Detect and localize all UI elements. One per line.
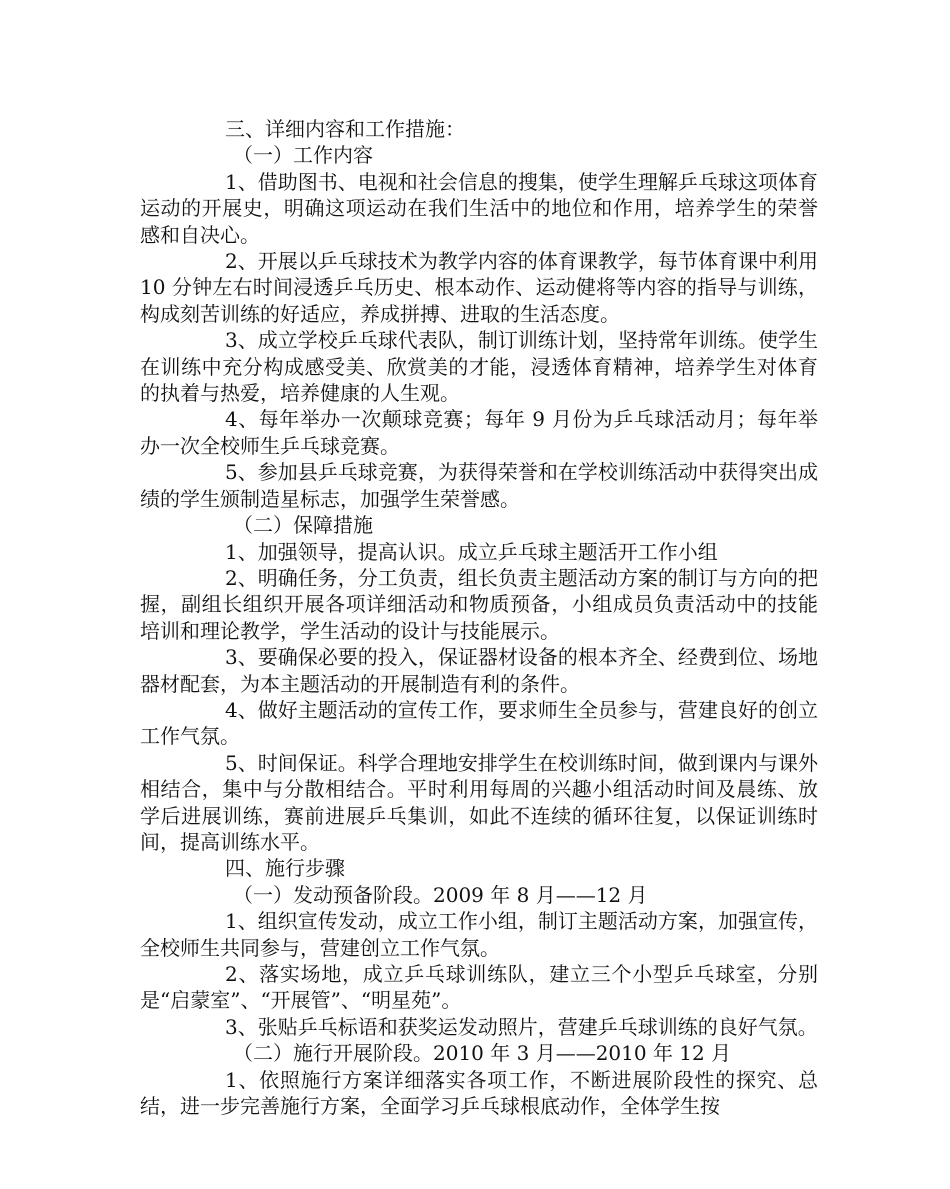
paragraph: 5、参加县乒乓球竞赛，为获得荣誉和在学校训练活动中获得突出成绩的学生颁制造星标志，加强学生荣誉感。 (140, 460, 818, 511)
paragraph: 5、时间保证。科学合理地安排学生在校训练时间，做到课内与课外相结合，集中与分散相结合。平时利用每周的兴趣小组活动时间及晨练、放学后进展训练，赛前进展乒乓集训，如此不连续的循环往复，以保证训练时间，提高训练水平。 (140, 750, 818, 854)
paragraph: 3、成立学校乒乓球代表队，制订训练计划，坚持常年训练。使学生在训练中充分构成感受美、欣赏美的才能，浸透体育精神，培养学生对体育的执着与热爱，培养健康的人生观。 (140, 328, 818, 406)
paragraph: 2、开展以乒乓球技术为教学内容的体育课教学，每节体育课中利用 10 分钟左右时间浸透乒乓历史、根本动作、运动健将等内容的指导与训练，构成刻苦训练的好适应，养成拼搏、进取的生活态度。 (140, 249, 818, 326)
paragraph: 2、落实场地，成立乒乓球训练队，建立三个小型乒乓球室，分别是“启蒙室”、“开展管”、“明星苑”。 (140, 962, 818, 1013)
paragraph: 1、借助图书、电视和社会信息的搜集，使学生理解乒乓球这项体育运动的开展史，明确这项运动在我们生活中的地位和作用，培养学生的荣誉感和自决心。 (140, 169, 818, 247)
paragraph: 1、加强领导，提高认识。成立乒乓球主题活开工作小组 (225, 539, 718, 564)
section-heading: 三、详细内容和工作措施： (225, 117, 465, 141)
paragraph: 3、张贴乒乓标语和获奖运发动照片，营建乒乓球训练的良好气氛。 (225, 1014, 818, 1039)
paragraph: 1、依照施行方案详细落实各项工作，不断进展阶段性的探究、总结，进一步完善施行方案，全面学习乒乓球根底动作，全体学生按 (140, 1067, 818, 1119)
paragraph: 3、要确保必要的投入，保证器材设备的根本齐全、经费到位、场地器材配套，为本主题活动的开展制造有利的条件。 (140, 645, 818, 696)
paragraph: 1、组织宣传发动，成立工作小组，制订主题活动方案，加强宣传，全校师生共同参与，营建创立工作气氛。 (140, 909, 818, 960)
section-heading: 四、施行步骤 (225, 856, 345, 881)
paragraph: 4、每年举办一次颠球竞赛；每年 9 月份为乒乓球活动月；每年举办一次全校师生乒乓球竞赛。 (140, 407, 818, 458)
subsection-heading: （二）保障措施 (233, 513, 373, 538)
paragraph: 2、明确任务，分工负责，组长负责主题活动方案的制订与方向的把握，副组长组织开展各项详细活动和物质预备，小组成员负责活动中的技能培训和理论教学，学生活动的设计与技能展示。 (140, 565, 818, 643)
document-body (140, 116, 818, 1119)
subsection-heading: （一）发动预备阶段。2009 年 8 月——12 月 (233, 882, 648, 907)
subsection-heading: （二）施行开展阶段。2010 年 3 月——2010 年 12 月 (233, 1041, 732, 1066)
subsection-heading: （一）工作内容 (233, 143, 373, 168)
paragraph: 4、做好主题活动的宣传工作，要求师生全员参与，营建良好的创立工作气氛。 (140, 697, 818, 749)
